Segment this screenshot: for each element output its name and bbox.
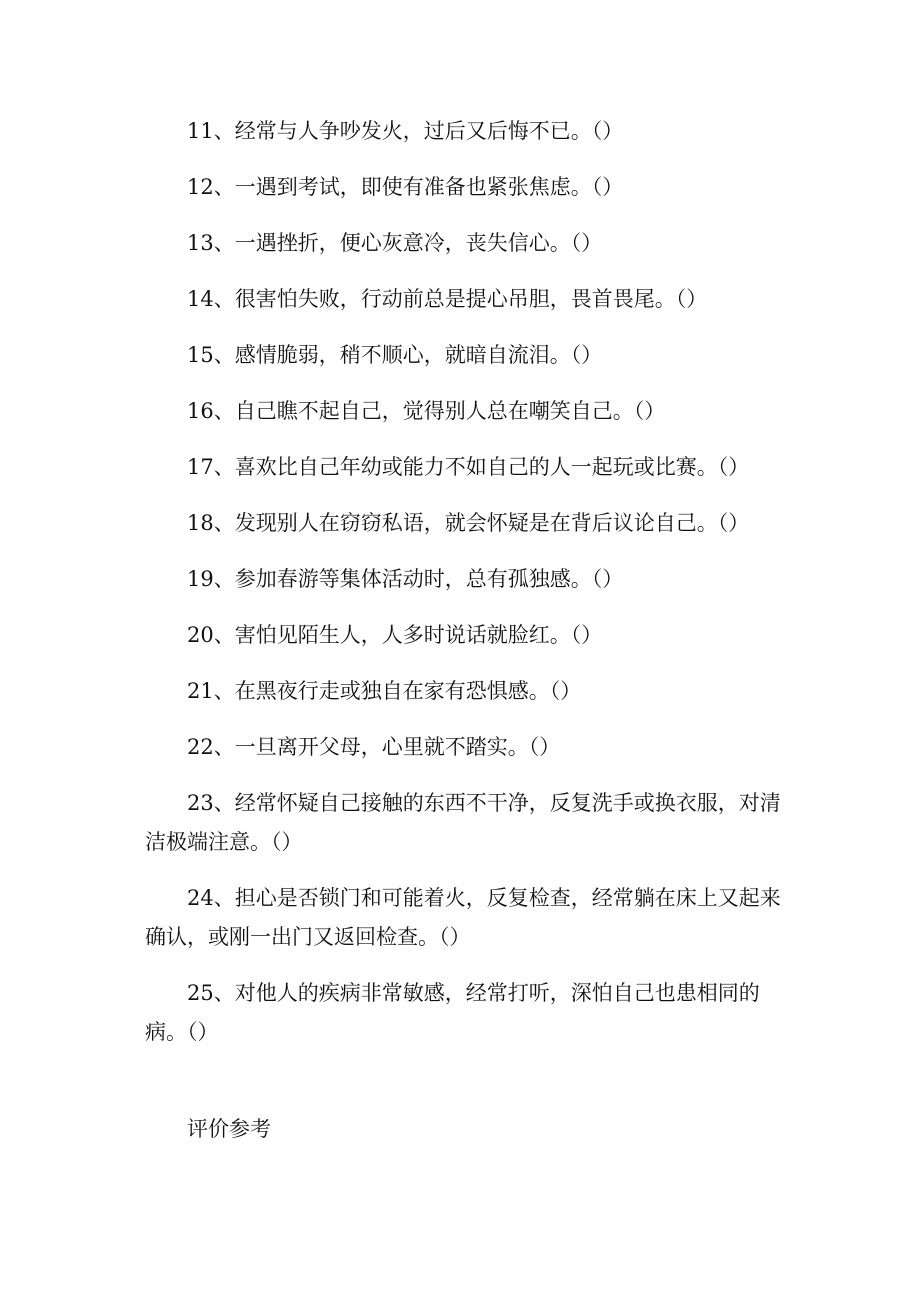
question-list — [145, 112, 785, 1069]
question-item-24: 24、担心是否锁门和可能着火，反复检查，经常躺在床上又起来确认，或刚一出门又返回检查。（） — [145, 886, 781, 949]
question-item-15: 15、感情脆弱，稍不顺心，就暗自流泪。（） — [187, 343, 603, 367]
question-item-13: 13、一遇挫折，便心灰意冷，丧失信心。（） — [187, 231, 603, 255]
question-item-17: 17、喜欢比自己年幼或能力不如自己的人一起玩或比赛。（） — [187, 455, 750, 479]
question-item-14: 14、很害怕失败，行动前总是提心吊胆，畏首畏尾。（） — [187, 287, 708, 311]
question-item-12: 12、一遇到考试，即使有准备也紧张焦虑。（） — [187, 175, 624, 199]
question-item-19: 19、参加春游等集体活动时，总有孤独感。（） — [187, 567, 624, 591]
question-item-22: 22、一旦离开父母，心里就不踏实。（） — [187, 735, 561, 759]
question-item-23: 23、经常怀疑自己接触的东西不干净，反复洗手或换衣服，对清洁极端注意。（） — [145, 791, 781, 854]
question-item-25: 25、对他人的疾病非常敏感，经常打听，深怕自己也患相同的病。（） — [145, 981, 760, 1044]
question-item-16: 16、自己瞧不起自己，觉得别人总在嘲笑自己。（） — [187, 399, 666, 423]
question-item-20: 20、害怕见陌生人，人多时说话就脸红。（） — [187, 623, 603, 647]
question-item-18: 18、发现别人在窃窃私语，就会怀疑是在背后议论自己。（） — [187, 511, 750, 535]
question-item-11: 11、经常与人争吵发火，过后又后悔不已。（） — [187, 119, 624, 143]
question-item-21: 21、在黑夜行走或独自在家有恐惧感。（） — [187, 679, 582, 703]
section-heading: 评价参考 — [187, 1117, 271, 1141]
